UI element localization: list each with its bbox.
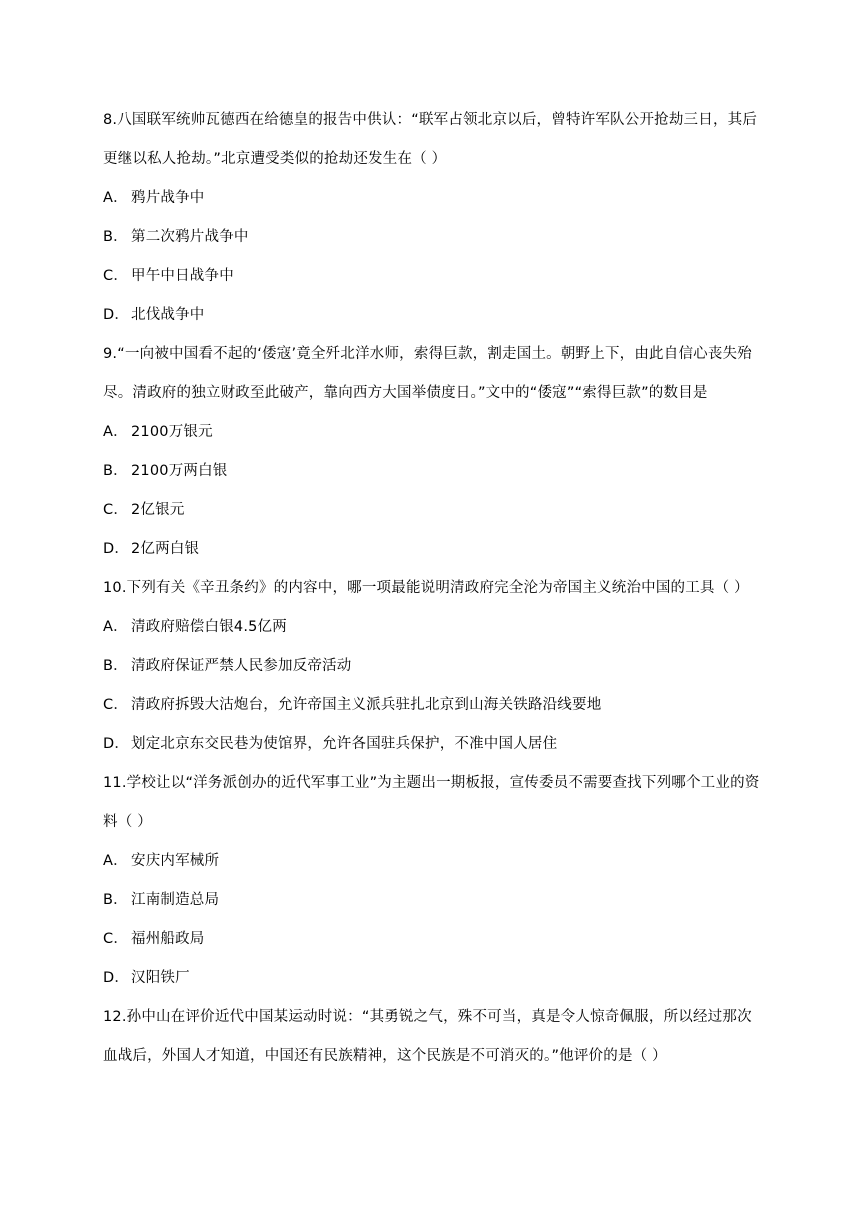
option-text: 鸦片战争中 [131,190,205,206]
option-c[interactable] [103,491,763,530]
option-letter: C． [103,502,129,518]
question-stem: 12.孙中山在评价近代中国某运动时说：“其勇锐之气，殊不可当，真是令人惊奇佩服，所以经过那次血战后，外国人才知道，中国还有民族精神，这个民族是不可消灭的。”他评价的是（ ） [103,1009,752,1064]
option-letter: C． [103,931,129,947]
option-text: 2亿两白银 [131,541,200,557]
option-letter: B． [103,229,128,245]
option-letter: D． [103,307,130,323]
option-a[interactable] [103,413,763,452]
option-text: 北伐战争中 [131,307,205,323]
option-letter: C． [103,268,129,284]
question-stem: 11.学校让以“洋务派创办的近代军事工业”为主题出一期板报，宣传委员不需要查找下列哪个工业的资料（ ） [103,775,760,830]
option-letter: D． [103,970,130,986]
option-letter: C． [103,697,129,713]
option-letter: A． [103,853,128,869]
option-d[interactable] [103,959,763,998]
question-10 [103,569,763,764]
option-text: 清政府赔偿白银4.5亿两 [131,619,287,635]
option-a[interactable] [103,179,763,218]
option-d[interactable] [103,530,763,569]
option-c[interactable] [103,686,763,725]
option-letter: A． [103,190,128,206]
option-b[interactable] [103,647,763,686]
option-b[interactable] [103,452,763,491]
option-letter: D． [103,541,130,557]
question-stem: 9.“一向被中国看不起的‘倭寇’竟全歼北洋水师，索得巨款，割走国土。朝野上下，由此自信心丧失殆尽。清政府的独立财政至此破产，靠向西方大国举债度日。”文中的“倭寇”“索得巨款”的数目是 [103,346,752,401]
option-d[interactable] [103,725,763,764]
question-list [103,101,763,1076]
option-letter: A． [103,619,128,635]
option-text: 2亿银元 [131,502,185,518]
option-text: 清政府拆毁大沽炮台，允许帝国主义派兵驻扎北京到山海关铁路沿线要地 [131,697,602,713]
option-a[interactable] [103,842,763,881]
option-letter: B． [103,892,128,908]
option-a[interactable] [103,608,763,647]
option-text: 甲午中日战争中 [131,268,234,284]
question-12 [103,998,763,1076]
question-stem: 8.八国联军统帅瓦德西在给德皇的报告中供认：“联军占领北京以后，曾特许军队公开抢劫三日，其后更继以私人抢劫。”北京遭受类似的抢劫还发生在（ ） [103,112,758,167]
option-b[interactable] [103,218,763,257]
option-letter: B． [103,658,128,674]
option-letter: A． [103,424,128,440]
option-text: 2100万两白银 [131,463,228,479]
question-8 [103,101,763,335]
question-9 [103,335,763,569]
option-text: 江南制造总局 [131,892,220,908]
question-stem: 10.下列有关《辛丑条约》的内容中，哪一项最能说明清政府完全沦为帝国主义统治中国的工具（ ） [103,580,749,596]
option-b[interactable] [103,881,763,920]
option-text: 划定北京东交民巷为使馆界，允许各国驻兵保护，不准中国人居住 [131,736,558,752]
option-c[interactable] [103,920,763,959]
option-text: 第二次鸦片战争中 [131,229,249,245]
option-d[interactable] [103,296,763,335]
option-letter: B． [103,463,128,479]
option-text: 汉阳铁厂 [131,970,190,986]
option-text: 福州船政局 [131,931,205,947]
option-letter: D． [103,736,130,752]
option-text: 安庆内军械所 [131,853,220,869]
question-11 [103,764,763,998]
option-text: 清政府保证严禁人民参加反帝活动 [131,658,352,674]
option-text: 2100万银元 [131,424,213,440]
option-c[interactable] [103,257,763,296]
